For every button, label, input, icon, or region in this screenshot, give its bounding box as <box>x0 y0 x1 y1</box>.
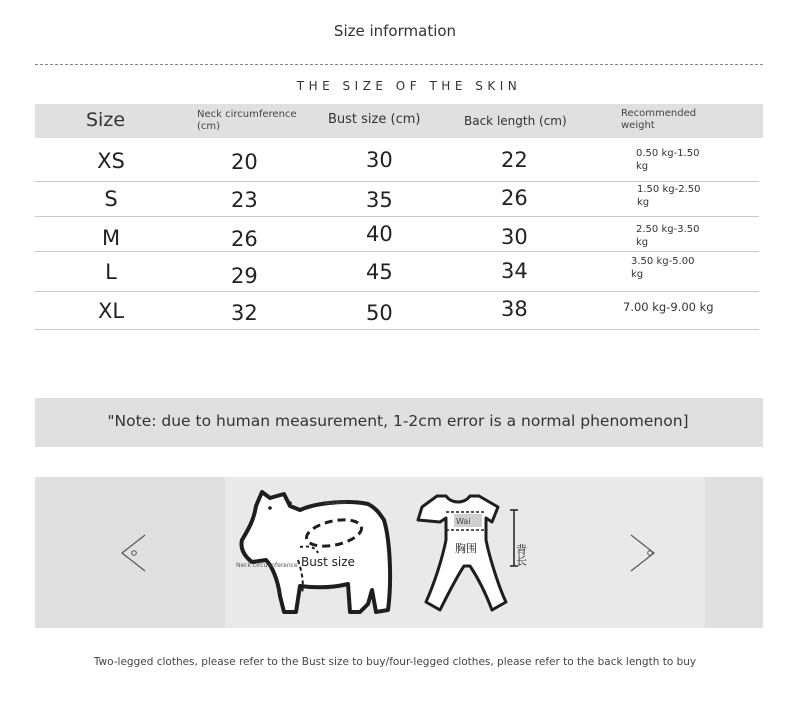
header-back: Back length (cm) <box>464 114 567 128</box>
row-xl-weight: 7.00 kg-9.00 kg <box>623 300 714 314</box>
row-s-back: 26 <box>501 186 528 210</box>
row-m-weight: 2.50 kg-3.50 kg <box>636 224 700 248</box>
row-l-weight: 3.50 kg-5.00 kg <box>631 256 695 280</box>
garment-label-chest: 胸围 <box>455 542 477 555</box>
row-s-bust: 35 <box>366 188 393 212</box>
dog-label-neck: Neck circu mference <box>236 562 298 569</box>
header-bust: Bust size (cm) <box>328 112 421 127</box>
chevron-left-icon[interactable] <box>122 535 145 571</box>
row-xs-bust: 30 <box>366 148 393 172</box>
header-weight: Recommended weight <box>621 108 697 131</box>
dog-illustration <box>236 492 390 612</box>
row-xl-bust: 50 <box>366 301 393 325</box>
row-s-weight: 1.50 kg-2.50 kg <box>637 184 701 208</box>
row-l-back: 34 <box>501 259 528 283</box>
row-xl-size: XL <box>97 299 125 323</box>
row-xs-neck: 20 <box>231 150 258 174</box>
table-subtitle: THE SIZE OF THE SKIN <box>296 79 522 93</box>
row-m-size: M <box>101 226 121 250</box>
row-m-neck: 26 <box>231 227 258 251</box>
garment-label-back: 背长 <box>514 544 528 566</box>
chevron-right-icon[interactable] <box>631 535 654 571</box>
row-xl-neck: 32 <box>231 301 258 325</box>
row-xs-weight: 0.50 kg-1.50 kg <box>636 148 700 172</box>
row-xs-back: 22 <box>501 148 528 172</box>
row-xs-size: XS <box>97 149 125 173</box>
header-neck: Neck circumference (cm) <box>197 109 297 132</box>
dog-label-bust: Bust size <box>301 555 355 569</box>
header-size: Size <box>86 109 126 131</box>
row-l-size: L <box>105 260 117 284</box>
row-m-bust: 40 <box>366 222 393 246</box>
page-title: Size information <box>333 22 457 40</box>
row-m-back: 30 <box>501 225 528 249</box>
footer-note: Two-legged clothes, please refer to the Bust size to buy/four-legged clothes, please refer to the back length to buy <box>93 656 697 668</box>
row-xl-back: 38 <box>501 297 528 321</box>
row-s-size: S <box>104 187 118 211</box>
garment-label-wai: Wai <box>456 517 471 526</box>
garment-illustration <box>418 496 528 610</box>
dog-label-long-back: Long back <box>324 501 348 506</box>
row-l-neck: 29 <box>231 264 258 288</box>
row-s-neck: 23 <box>231 188 258 212</box>
note-text: "Note: due to human measurement, 1-2cm error is a normal phenomenon] <box>107 412 689 430</box>
row-l-bust: 45 <box>366 260 393 284</box>
